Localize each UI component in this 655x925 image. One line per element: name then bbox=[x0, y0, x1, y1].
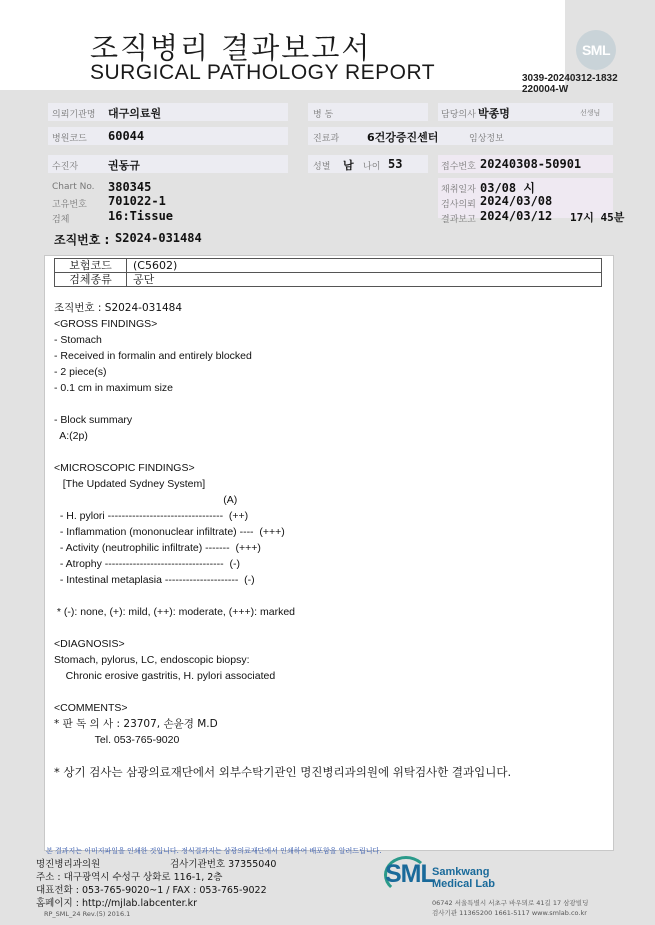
patient-value: 권동규 bbox=[108, 159, 140, 172]
insurance-table bbox=[54, 258, 602, 287]
specimen-value: 16:Tissue bbox=[108, 209, 174, 223]
report-line: <COMMENTS> bbox=[54, 702, 128, 714]
specimen-type-value: 공단 bbox=[127, 273, 602, 287]
report-line: - Atrophy ---------------------------------- (-) bbox=[54, 558, 240, 570]
chart-value: 380345 bbox=[108, 180, 152, 194]
report-line: - Block summary bbox=[54, 414, 133, 426]
age-value: 53 bbox=[388, 157, 403, 171]
receipt-value: 20240308-50901 bbox=[480, 157, 582, 171]
report-line: Tel. 053-765-9020 bbox=[54, 734, 180, 746]
lab-name: Samkwang Medical Lab bbox=[432, 866, 495, 890]
report-line bbox=[54, 588, 609, 604]
hospital-code-label: 병원코드 bbox=[52, 134, 87, 144]
report-line: * 상기 검사는 삼광의료재단에서 외부수탁기관인 명진병리과의원에 위탁검사한 결과입니다. bbox=[54, 765, 512, 779]
sex-label: 성별 bbox=[313, 162, 331, 172]
sex-value: 남 bbox=[343, 159, 354, 172]
specimen-type-label: 검체종류 bbox=[55, 273, 127, 287]
document-number: 3039-20240312-1832 220004-W bbox=[522, 73, 618, 95]
report-line: - 2 piece(s) bbox=[54, 366, 107, 378]
exam-value: 2024/03/08 bbox=[480, 194, 553, 208]
doctor-label: 담당의사 bbox=[441, 110, 476, 120]
report-body bbox=[54, 300, 609, 780]
print-notice: 본 결과지는 이미지파일을 인쇄한 것입니다. 정식결과지는 삼광의료재단에서 인쇄하여 배포함을 알려드립니다. bbox=[46, 847, 382, 855]
insurance-code-value: (C5602) bbox=[127, 259, 602, 273]
tissue-no-label: 조직번호 : bbox=[54, 233, 110, 247]
report-line bbox=[54, 748, 609, 764]
report-line: <MICROSCOPIC FINDINGS> bbox=[54, 462, 195, 474]
collect-label: 채취일자 bbox=[441, 185, 476, 195]
sml-logo-icon: SML bbox=[576, 30, 616, 70]
doctor-suffix: 선생님 bbox=[580, 109, 601, 117]
report-line: <DIAGNOSIS> bbox=[54, 638, 125, 650]
id-value: 701022-1 bbox=[108, 194, 166, 208]
lab-contact: 검사기관 11365200 1661-5117 www.smlab.co.kr bbox=[432, 909, 587, 917]
info-band bbox=[308, 127, 613, 145]
tissue-no-value: S2024-031484 bbox=[115, 231, 202, 245]
clinic-homepage[interactable]: 홈페이지 : http://mjlab.labcenter.kr bbox=[36, 898, 198, 909]
info-band bbox=[48, 155, 288, 173]
collect-value: 03/08 시 bbox=[480, 181, 535, 195]
report-line: - Inflammation (mononuclear infiltrate) ---- (+++) bbox=[54, 526, 285, 538]
report-label: 결과보고 bbox=[441, 215, 476, 225]
report-line: - H. pylori --------------------------------- (++) bbox=[54, 510, 249, 522]
exam-label: 검사의뢰 bbox=[441, 200, 476, 210]
insurance-code-label: 보험코드 bbox=[55, 259, 127, 273]
lab-address: 06742 서울특별시 서초구 바우뫼로 41길 17 삼광빌딩 bbox=[432, 899, 589, 907]
dept-label: 진료과 bbox=[313, 134, 340, 144]
report-title-english: SURGICAL PATHOLOGY REPORT bbox=[90, 61, 436, 84]
report-date-value: 2024/03/12 bbox=[480, 209, 553, 223]
age-label: 나이 bbox=[363, 162, 381, 172]
report-line bbox=[54, 684, 609, 700]
report-line bbox=[54, 396, 609, 412]
report-line: Stomach, pylorus, LC, endoscopic biopsy: bbox=[54, 654, 250, 666]
report-line: - Intestinal metaplasia --------------------- (-) bbox=[54, 574, 255, 586]
ward-label: 병 동 bbox=[313, 110, 334, 120]
form-code: RP_SML_24 Rev.(5) 2016.1 bbox=[44, 910, 131, 918]
report-line: <GROSS FINDINGS> bbox=[54, 318, 158, 330]
report-line bbox=[54, 444, 609, 460]
patient-label: 수진자 bbox=[52, 162, 79, 172]
report-line: - 0.1 cm in maximum size bbox=[54, 382, 174, 394]
report-line: - Received in formalin and entirely blocked bbox=[54, 350, 252, 362]
chart-label: Chart No. bbox=[52, 182, 95, 192]
clinical-info-label: 임상정보 bbox=[469, 134, 504, 144]
hospital-label: 의뢰기관명 bbox=[52, 110, 96, 120]
specimen-label: 검체 bbox=[52, 215, 70, 225]
clinic-address: 주소 : 대구광역시 수성구 상화로 116-1, 2층 bbox=[36, 872, 223, 883]
clinic-name: 명진병리과의원 bbox=[36, 859, 101, 870]
report-line: * (-): none, (+): mild, (++): moderate, (+++): marked bbox=[54, 606, 296, 618]
report-line: - Stomach bbox=[54, 334, 102, 346]
id-label: 고유번호 bbox=[52, 200, 87, 210]
receipt-label: 접수번호 bbox=[441, 162, 476, 172]
report-title-korean: 조직병리 결과보고서 bbox=[90, 31, 372, 65]
report-content bbox=[44, 255, 614, 851]
samkwang-logo: SML bbox=[385, 860, 435, 888]
report-line: A:(2p) bbox=[54, 430, 88, 442]
license-number: 검사기관번호 37355040 bbox=[170, 859, 277, 870]
report-line: * 판 독 의 사 : 23707, 손윤경 M.D bbox=[54, 718, 218, 730]
hospital-value: 대구의료원 bbox=[108, 107, 162, 120]
report-line: 조직번호 : S2024-031484 bbox=[54, 302, 183, 314]
dept-value: 6건강증진센터 bbox=[367, 131, 439, 144]
report-line: Chronic erosive gastritis, H. pylori associated bbox=[54, 670, 276, 682]
doctor-value: 박종명 bbox=[478, 107, 510, 120]
report-line: [The Updated Sydney System] bbox=[54, 478, 206, 490]
report-line: (A) bbox=[54, 494, 238, 506]
report-line bbox=[54, 620, 609, 636]
hospital-code-value: 60044 bbox=[108, 129, 145, 143]
report-line: - Activity (neutrophilic infiltrate) ------- (+++) bbox=[54, 542, 261, 554]
report-time-value: 17시 45분 bbox=[570, 211, 625, 224]
clinic-phone: 대표전화 : 053-765-9020~1 / FAX : 053-765-9022 bbox=[36, 885, 267, 896]
